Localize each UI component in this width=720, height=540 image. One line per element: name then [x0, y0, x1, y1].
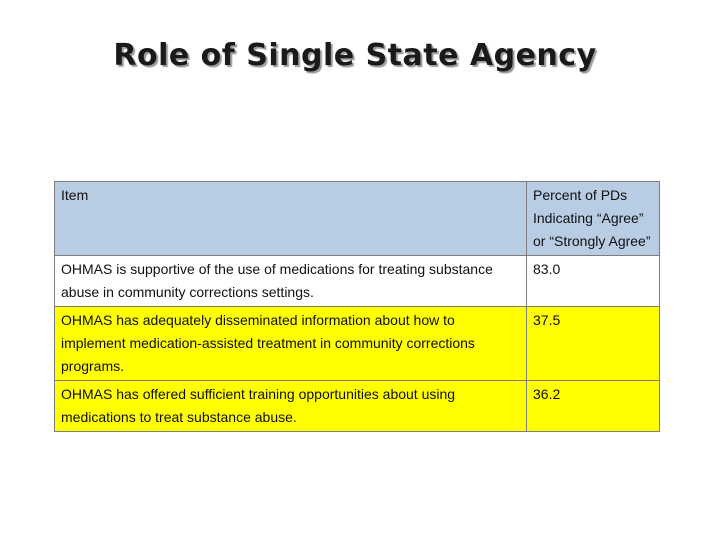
row-item-text: OHMAS has offered sufficient training opportunities about using medications to treat substance abuse. — [55, 381, 527, 432]
header-percent: Percent of PDs Indicating “Agree” or “Strongly Agree” — [527, 182, 660, 256]
row-item-text: OHMAS is supportive of the use of medications for treating substance abuse in community corrections settings. — [55, 256, 527, 307]
table-row-highlighted — [55, 381, 660, 432]
table-header-row — [55, 182, 660, 256]
header-item: Item — [55, 182, 527, 256]
table-row — [55, 256, 660, 307]
row-item-text: OHMAS has adequately disseminated information about how to implement medication-assisted treatment in community corrections programs. — [55, 307, 527, 381]
survey-table — [54, 181, 660, 432]
table-row-highlighted — [55, 307, 660, 381]
row-percent: 37.5 — [527, 307, 660, 381]
slide-title: Role of Single State Agency — [113, 38, 597, 73]
row-percent: 36.2 — [527, 381, 660, 432]
row-percent: 83.0 — [527, 256, 660, 307]
